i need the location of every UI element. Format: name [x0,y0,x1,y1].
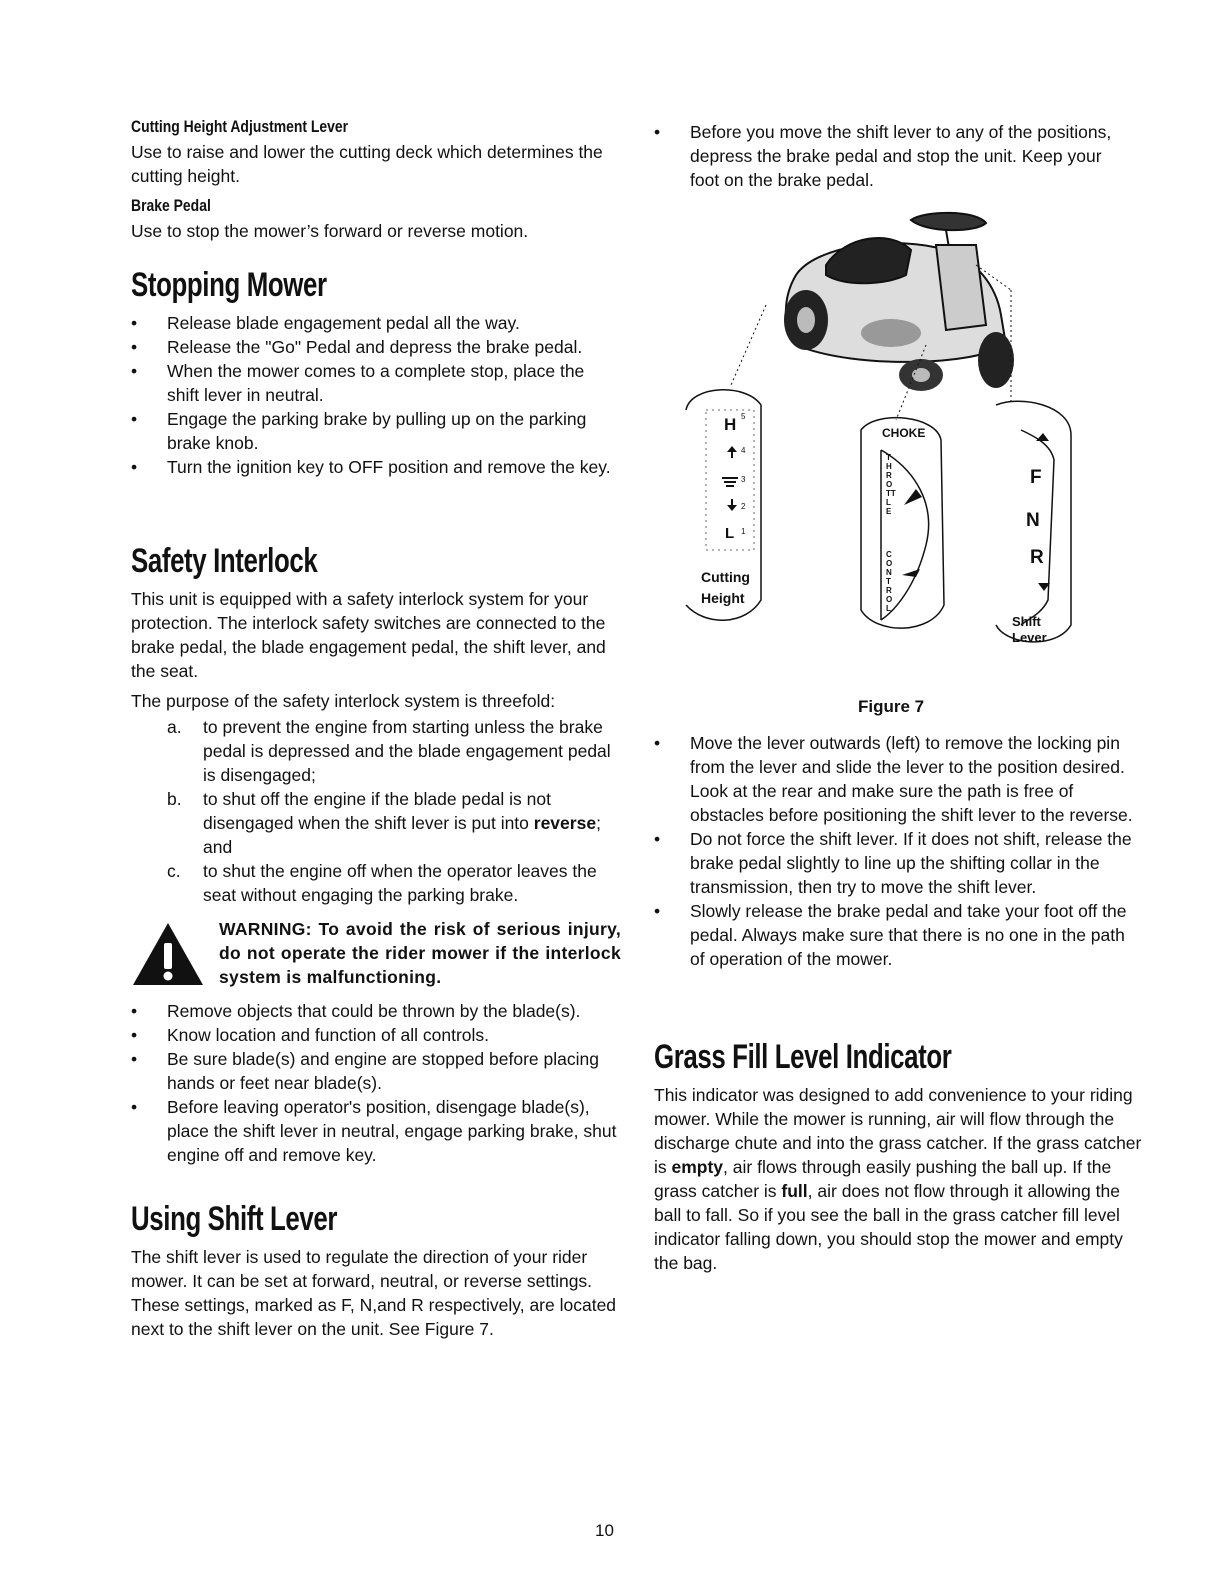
item-text: to shut the engine off when the operator leaves the seat without engaging the parking brake. [203,861,597,905]
list-item: • Do not force the shift lever. If it does not shift, release the brake pedal slightly to line up the shifting collar in the transmission, then try to move the shift lever. [654,827,1144,899]
grass-fill-text [654,1083,1144,1275]
list-item: • Turn the ignition key to OFF position and remove the key. [131,455,621,479]
shift-r-label: R [1030,547,1044,568]
list-item: • Move the lever outwards (left) to remove the locking pin from the lever and slide the lever to the position desired. Look at the rear and make sure the path is free of obstacles before positioning the shift lever to the reverse. [654,731,1144,827]
shift-bullet-list [654,731,1144,971]
safety-interlock-purpose: The purpose of the safety interlock system is threefold: [131,691,556,711]
brake-pedal-text: Use to stop the mower’s forward or reverse motion. [131,221,529,241]
list-item [167,787,621,859]
throttle-label: THROTTLE [886,453,896,516]
item-marker: a. [167,717,182,737]
item-bold: reverse [533,813,597,833]
safety-list [131,999,621,1167]
figure-caption: Figure 7 [858,697,925,716]
list-item [167,715,621,787]
shift-f-label: F [1030,467,1042,488]
stopping-mower-list [131,311,621,479]
list-item: • Release blade engagement pedal all the way. [131,311,621,335]
page-number: 10 [595,1521,614,1540]
warning-triangle-icon [131,921,205,987]
item-marker: b. [167,789,182,809]
warning-text: WARNING: To avoid the risk of serious injury, do not operate the rider mower if the interlock system is malfunctioning. [219,919,621,987]
list-item: • Before leaving operator's position, disengage blade(s), place the shift lever in neutral, engage parking brake, shut engine off and remove key. [131,1095,621,1167]
item-text: to shut off the engine if the blade pedal is not disengaged when the shift lever is put into [203,789,551,833]
choke-label: CHOKE [882,426,926,440]
grass-fill-heading: Grass Fill Level Indicator [654,1038,952,1076]
list-item: • When the mower comes to a complete stop, place the shift lever in neutral. [131,359,621,407]
using-shift-lever-text: The shift lever is used to regulate the direction of your rider mower. It can be set at forward, neutral, or reverse settings. These settings, marked as F, N,and R respectively, are located next to the shift lever on the unit. See Figure 7. [131,1247,617,1339]
cutting-height-title: Cutting Height Adjustment Lever [131,117,349,136]
safety-interlock-items [131,715,621,907]
text-bold: full [781,1181,808,1201]
cutting-height-label: Cutting [701,569,750,585]
item-text: to prevent the engine from starting unless the brake pedal is depressed and the blade engagement pedal is disengaged; [203,717,611,785]
cutting-number: 3 [741,475,746,484]
cutting-l-label: L [725,525,735,542]
text-bold: empty [671,1157,724,1177]
shift-lever-label: Lever [1012,630,1047,645]
warning-block [131,917,621,989]
cutting-height-label: Height [701,590,745,606]
shift-n-label: N [1026,510,1040,531]
cutting-number: 4 [741,446,746,455]
safety-interlock-intro: This unit is equipped with a safety interlock system for your protection. The interlock safety switches are connected to the brake pedal, the blade engagement pedal, the shift lever, and the seat. [131,589,606,681]
list-item: • Know location and function of all controls. [131,1023,621,1047]
item-marker: c. [167,861,181,881]
shift-lever-label: Shift [1012,614,1041,629]
list-item: • Slowly release the brake pedal and take your foot off the pedal. Always make sure that there is no one in the path of operation of the mower. [654,899,1144,971]
control-label: CONTROL [886,550,893,613]
using-shift-lever-heading: Using Shift Lever [131,1200,338,1238]
list-item: • Be sure blade(s) and engine are stopped before placing hands or feet near blade(s). [131,1047,621,1095]
cutting-height-text: Use to raise and lower the cutting deck which determines the cutting height. [131,142,603,186]
safety-interlock-heading: Safety Interlock [131,542,318,580]
cutting-number: 5 [741,412,746,421]
cutting-number: 2 [741,502,746,511]
text-span: , air does not flow through it allowing the ball to fall. So if you see the ball in the grass catcher fill level indicator falling down, you should stop the mower and empty the bag. [654,1181,1123,1273]
list-item: • Before you move the shift lever to any of the positions, depress the brake pedal and stop the unit. Keep your foot on the brake pedal. [654,120,1114,192]
item-text: ; and [203,813,601,857]
list-item [167,859,621,907]
text-span: , air flows through easily pushing the ball up. If the grass catcher is [654,1157,1112,1201]
list-item: • Release the "Go" Pedal and depress the brake pedal. [131,335,621,359]
text-span: This indicator was designed to add convenience to your riding mower. While the mower is running, air will flow through the discharge chute and into the grass catcher. If the grass catcher is [654,1085,1142,1177]
top-bullet-list [654,120,1114,192]
brake-pedal-title: Brake Pedal [131,196,211,215]
list-item: • Engage the parking brake by pulling up on the parking brake knob. [131,407,621,455]
cutting-number: 1 [741,527,746,536]
cutting-h-label: H [724,415,737,434]
figure-7 [676,205,1076,665]
list-item: • Remove objects that could be thrown by the blade(s). [131,999,621,1023]
stopping-mower-heading: Stopping Mower [131,266,327,304]
